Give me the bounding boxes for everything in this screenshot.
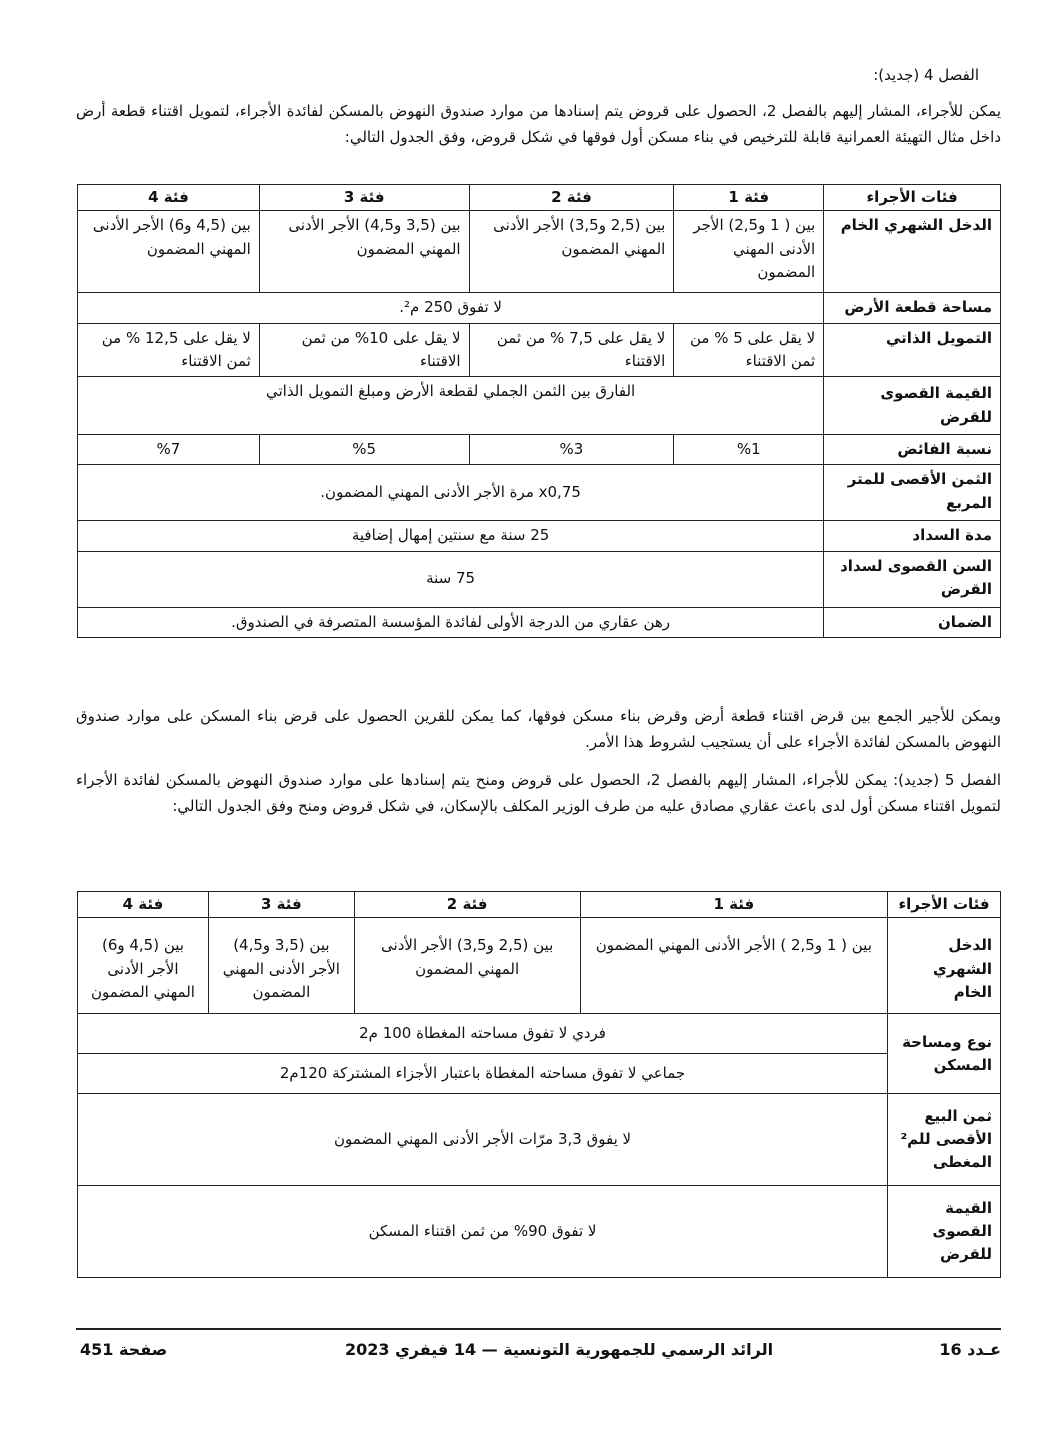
income-cell: بين (2,5 و3,5) الأجر الأدنى المهني المضمون	[354, 918, 580, 1014]
table2-header: فئة 3	[208, 892, 354, 918]
table1-selffund-row	[78, 323, 1001, 377]
row-label: السن القصوى لسداد القرض	[824, 551, 1001, 607]
income-cell: بين (2,5 و3,5) الأجر الأدنى المهني المضمون	[469, 211, 674, 293]
table2-header: فئة 1	[580, 892, 888, 918]
saleprice-value: لا يفوق 3,3 مرّات الأجر الأدنى المهني المضمون	[78, 1094, 888, 1186]
row-label: مساحة قطعة الأرض	[824, 293, 1001, 323]
guarantee-value: رهن عقاري من الدرجة الأولى لفائدة المؤسسة المتصرفة في الصندوق.	[78, 607, 824, 637]
selffund-cell: لا يقل على 10% من ثمن الاقتناء	[259, 323, 469, 377]
table1-maxloan-row	[78, 377, 1001, 435]
row-label: الدخل الشهري الخام	[824, 211, 1001, 293]
chapter4-title: الفصل 4 (جديد):	[873, 66, 979, 84]
chapter5-text: الفصل 5 (جديد): يمكن للأجراء، المشار إليهم بالفصل 2، الحصول على قروض ومنح يتم إسنادها على موارد صندوق النهوض بالمسكن لفائدة الأجراء لتمويل اقتناء مسكن أول لدى باعث عقاري مصادق عليه من طرف الوزير المكلف بالإسكان، في شكل قروض ومنح وفق الجدول التالي:	[76, 771, 1001, 816]
row-label: ثمن البيع الأقصى للم² المغطى	[888, 1094, 1001, 1186]
type-collective: جماعي لا تفوق مساحته المغطاة باعتبار الأجزاء المشتركة 120م2	[78, 1054, 888, 1094]
selffund-cell: لا يقل على 7,5 % من ثمن الاقتناء	[469, 323, 674, 377]
table2-header: فئات الأجراء	[888, 892, 1001, 918]
selffund-cell: لا يقل على 5 % من ثمن الاقتناء	[674, 323, 824, 377]
maxage-value: 75 سنة	[78, 551, 824, 607]
loan-table-land	[77, 184, 1001, 638]
row-label: الثمن الأقصى للمتر المربع	[824, 465, 1001, 521]
area-value: لا تفوق 250 م².	[78, 293, 824, 323]
table2-header-row	[78, 892, 1001, 918]
row-label: القيمة القصوى للقرض	[888, 1186, 1001, 1278]
income-cell: بين (3,5 و4,5) الأجر الأدنى المهني المضمون	[208, 918, 354, 1014]
table2-type-row-collective	[78, 1054, 1001, 1094]
table2-saleprice-row	[78, 1094, 1001, 1186]
footer-rule	[76, 1328, 1001, 1330]
row-label: نسبة الفائض	[824, 435, 1001, 465]
selffund-cell: لا يقل على 12,5 % من ثمن الاقتناء	[78, 323, 260, 377]
table1-header: فئة 1	[674, 185, 824, 211]
table1-header: فئة 4	[78, 185, 260, 211]
row-label: القيمة القصوى للقرض	[824, 377, 1001, 435]
table1-duration-row	[78, 521, 1001, 551]
combined-loan-paragraph: ويمكن للأجير الجمع بين قرض اقتناء قطعة أرض وقرض بناء مسكن فوقها، كما يمكن للقرين الحصول على قرض بناء المسكن على موارد صندوق النهوض بالمسكن لفائدة الأجراء على أن يستجيب لشروط هذا الأمر.	[76, 707, 1001, 752]
row-label: الدخل الشهري الخام	[888, 918, 1001, 1014]
journal-title: الرائد الرسمي للجمهورية التونسية — 14 فيفري 2023	[345, 1340, 774, 1359]
table2-type-row-individual	[78, 1014, 1001, 1054]
table1-header: فئات الأجراء	[824, 185, 1001, 211]
maxloan-value: الفارق بين الثمن الجملي لقطعة الأرض ومبلغ التمويل الذاتي	[78, 377, 824, 435]
income-cell: بين (3,5 و4,5) الأجر الأدنى المهني المضمون	[259, 211, 469, 293]
rate-cell: %5	[259, 435, 469, 465]
rate-cell: %3	[469, 435, 674, 465]
chapter4-intro: يمكن للأجراء، المشار إليهم بالفصل 2، الحصول على قروض يتم إسنادها من موارد صندوق النهوض بالمسكن لفائدة الأجراء، لتمويل اقتناء قطعة أرض داخل مثال التهيئة العمرانية قابلة للترخيص في بناء مسكن أول فوقها في شكل قروض، وفق الجدول التالي:	[76, 102, 1001, 147]
table2-header: فئة 4	[78, 892, 209, 918]
table1-maxage-row	[78, 551, 1001, 607]
table1-header: فئة 2	[469, 185, 674, 211]
row-label: نوع ومساحة المسكن	[888, 1014, 1001, 1094]
table1-area-row	[78, 293, 1001, 323]
loan-table-housing	[77, 891, 1001, 1278]
page-number: صفحة 451	[80, 1340, 168, 1359]
table1-rate-row	[78, 435, 1001, 465]
row-label: الضمان	[824, 607, 1001, 637]
table1-guarantee-row	[78, 607, 1001, 637]
row-label: التمويل الذاتي	[824, 323, 1001, 377]
maxprice-value: x0,75 مرة الأجر الأدنى المهني المضمون.	[78, 465, 824, 521]
income-cell: بين ( 1 و2,5) الأجر الأدنى المهني المضمون	[674, 211, 824, 293]
table1-header: فئة 3	[259, 185, 469, 211]
maxloan-value: لا تفوق 90% من ثمن اقتناء المسكن	[78, 1186, 888, 1278]
income-cell: بين ( 1 و2,5 ) الأجر الأدنى المهني المضمون	[580, 918, 888, 1014]
table2-income-row	[78, 918, 1001, 1014]
table2-header: فئة 2	[354, 892, 580, 918]
table2-maxloan-row	[78, 1186, 1001, 1278]
row-label: مدة السداد	[824, 521, 1001, 551]
income-cell: بين (4,5 و6) الأجر الأدنى المهني المضمون	[78, 918, 209, 1014]
rate-cell: %1	[674, 435, 824, 465]
table1-income-row	[78, 211, 1001, 293]
duration-value: 25 سنة مع سنتين إمهال إضافية	[78, 521, 824, 551]
income-cell: بين (4,5 و6) الأجر الأدنى المهني المضمون	[78, 211, 260, 293]
type-individual: فردي لا تفوق مساحته المغطاة 100 م2	[78, 1014, 888, 1054]
table1-maxprice-row	[78, 465, 1001, 521]
issue-number: عـدد 16	[939, 1340, 1001, 1359]
table1-header-row	[78, 185, 1001, 211]
rate-cell: %7	[78, 435, 260, 465]
